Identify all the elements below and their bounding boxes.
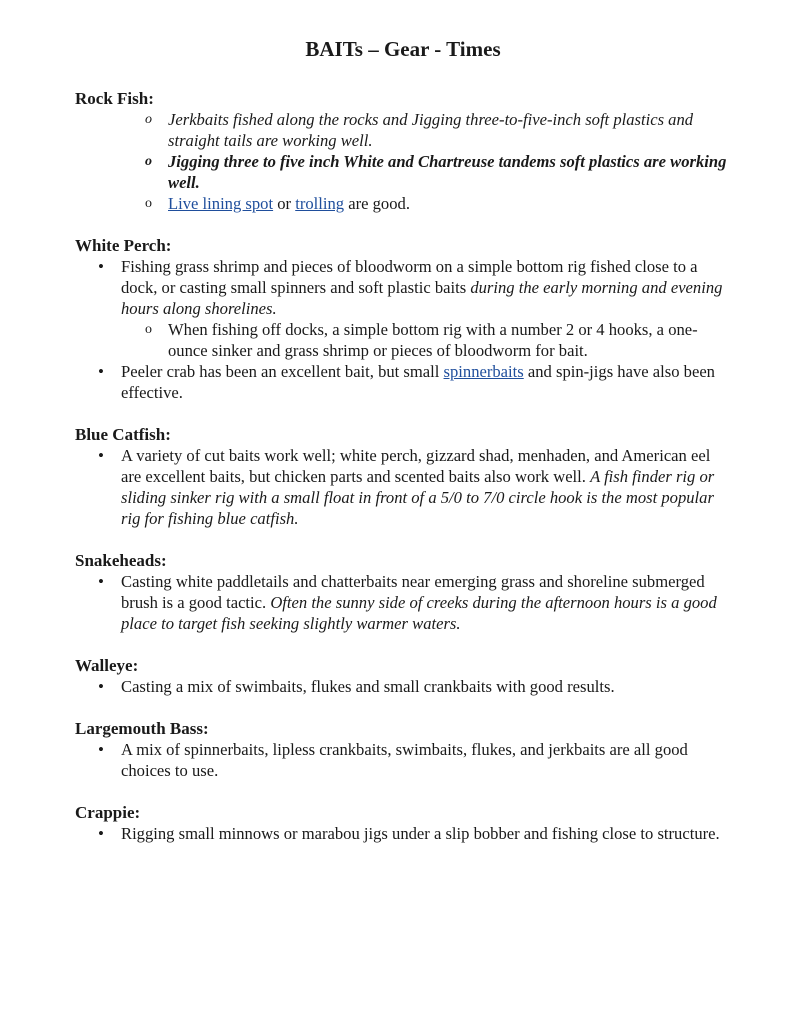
list-item-text-italic: during the early morning and evening hours along shorelines. <box>121 278 723 318</box>
list-item: o Jerkbaits fished along the rocks and Jigging three-to-five-inch soft plastics and straight tails are working well. <box>75 109 733 151</box>
section-snakeheads <box>75 550 733 634</box>
white-perch-list <box>75 256 733 403</box>
list-item <box>75 256 733 361</box>
trolling-link[interactable]: trolling <box>295 194 345 213</box>
largemouth-bass-list <box>75 739 733 781</box>
blue-catfish-list <box>75 445 733 529</box>
list-item <box>75 445 733 529</box>
list-item: o Jigging three to five inch White and Chartreuse tandems soft plastics are working well. <box>75 151 733 193</box>
list-item-text-italic: Often the sunny side of creeks during the afternoon hours is a good place to target fish seeking slightly warmer waters. <box>121 593 717 633</box>
list-item: • A mix of spinnerbaits, lipless crankbaits, swimbaits, flukes, and jerkbaits are all good choices to use. <box>75 739 733 781</box>
list-item-text: and spin-jigs have also been effective. <box>121 362 715 402</box>
section-crappie <box>75 802 733 844</box>
list-item-text-italic: A fish finder rig or sliding sinker rig with a small float in front of a 5/0 to 7/0 circle hook is the most popular rig for fishing blue catfish. <box>121 467 715 528</box>
list-item-text: Peeler crab has been an excellent bait, but small <box>121 362 444 381</box>
section-blue-catfish <box>75 424 733 529</box>
section-largemouth-bass <box>75 718 733 781</box>
section-rock-fish <box>75 88 733 214</box>
list-item-text: are good. <box>344 194 410 213</box>
crappie-list <box>75 823 733 844</box>
section-heading-rock-fish: Rock Fish: <box>75 89 154 108</box>
section-heading-snakeheads: Snakeheads: <box>75 551 167 570</box>
sub-list-item: o When fishing off docks, a simple bottom rig with a number 2 or 4 hooks, a one-ounce sinker and grass shrimp or pieces of bloodworm for bait. <box>121 319 733 361</box>
rock-fish-list <box>75 109 733 214</box>
list-item <box>75 361 733 403</box>
section-heading-white-perch: White Perch: <box>75 236 172 255</box>
list-item: • Rigging small minnows or marabou jigs under a slip bobber and fishing close to structure. <box>75 823 733 844</box>
list-item <box>75 193 733 214</box>
spinnerbaits-link[interactable]: spinnerbaits <box>443 362 524 381</box>
list-item-text: or <box>273 194 296 213</box>
list-item-text: A variety of cut baits work well; white perch, gizzard shad, menhaden, and American eel are excellent baits, but chicken parts and scented baits also work well. <box>121 446 711 486</box>
list-item: • Casting a mix of swimbaits, flukes and small crankbaits with good results. <box>75 676 733 697</box>
list-item <box>75 571 733 634</box>
section-white-perch <box>75 235 733 403</box>
list-item-text: Fishing grass shrimp and pieces of bloodworm on a simple bottom rig fished close to a dock, or casting small spinners and soft plastic baits <box>121 257 698 297</box>
walleye-list <box>75 676 733 697</box>
section-heading-crappie: Crappie: <box>75 803 141 822</box>
white-perch-sublist <box>121 319 733 361</box>
section-heading-blue-catfish: Blue Catfish: <box>75 425 171 444</box>
page-title: BAITs – Gear - Times <box>305 37 501 61</box>
section-heading-walleye: Walleye: <box>75 656 139 675</box>
live-lining-spot-link[interactable]: Live lining spot <box>168 194 274 213</box>
section-walleye <box>75 655 733 697</box>
list-item-text: Casting white paddletails and chatterbaits near emerging grass and shoreline submerged brush is a good tactic. <box>121 572 705 612</box>
snakeheads-list <box>75 571 733 634</box>
section-heading-largemouth-bass: Largemouth Bass: <box>75 719 209 738</box>
